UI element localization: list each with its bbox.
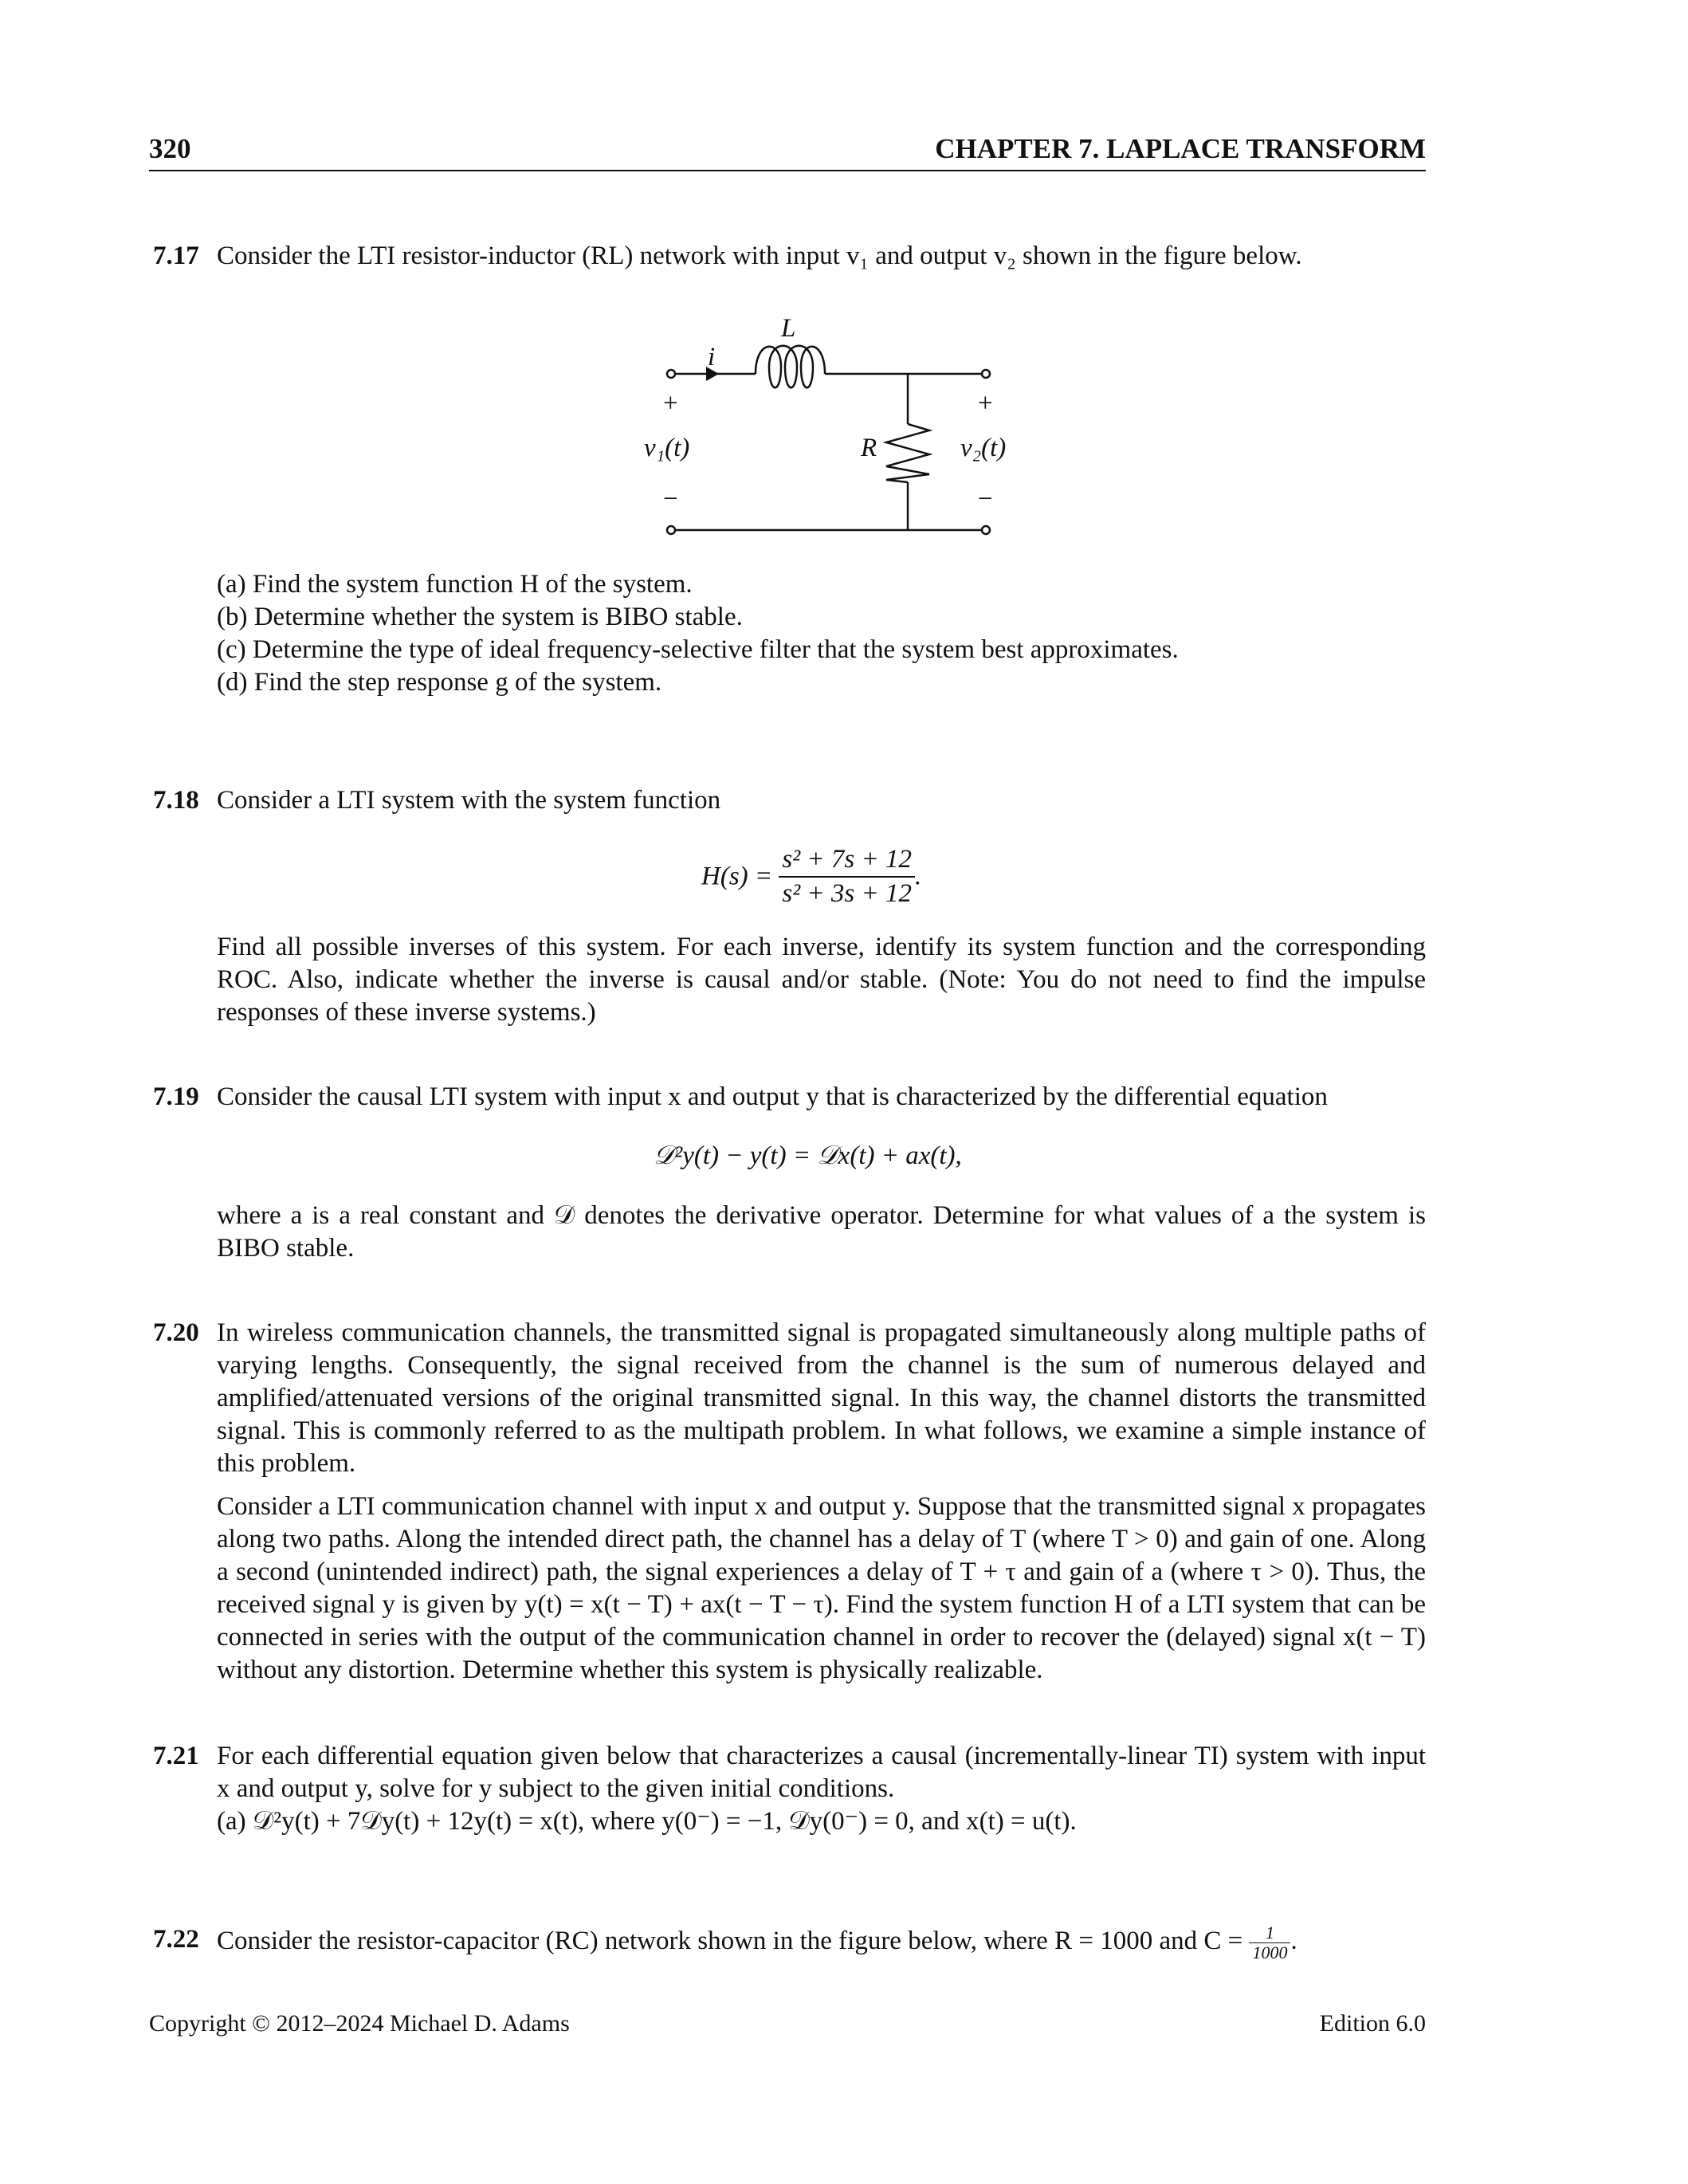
problem-number: 7.21: [153, 1742, 199, 1770]
input-voltage-label: v₁(t): [644, 434, 690, 462]
problem-text: [217, 1923, 1426, 1962]
fraction: [779, 843, 915, 910]
edition: Edition 6.0: [1319, 2010, 1426, 2037]
equation-lhs: H(s) =: [701, 862, 773, 891]
problem-text: For each differential equation given below that characterizes a causal (incrementally-linear TI) system with input x and output y, solve for y subject to the given initial conditions.: [217, 1742, 1426, 1803]
problem-number: 7.20: [153, 1318, 199, 1347]
denominator: 1000: [1252, 1942, 1288, 1962]
inductor-label: L: [781, 314, 796, 343]
output-voltage-label: v₂(t): [960, 434, 1007, 462]
current-label: i: [708, 343, 716, 371]
numerator: s² + 7s + 12: [779, 843, 915, 878]
problem-number: 7.19: [153, 1082, 199, 1111]
problem-text: In wireless communication channels, the transmitted signal is propagated simultaneously along multiple paths of varying lengths. Consequently, the signal received from the channel is the sum of numerous delayed and amplified/attenuated versions of the original transmitted signal. In this way, the channel distorts the transmitted signal. This is commonly referred to as the multipath problem. In what follows, we examine a simple instance of this problem.: [217, 1318, 1426, 1478]
problem-text: Consider the LTI resistor-inductor (RL) network with input v₁ and output v₂ shown in the figure below.: [217, 242, 1302, 270]
problem-number: 7.22: [153, 1925, 199, 1954]
numerator: 1: [1249, 1923, 1290, 1943]
part-list: [217, 568, 1426, 699]
part-a: (a) Find the system function H of the system.: [217, 570, 693, 599]
denominator: s² + 3s + 12: [782, 879, 913, 908]
resistor-label: R: [861, 434, 877, 462]
problem-text: Consider a LTI system with the system function: [217, 786, 721, 815]
rl-circuit-diagram: [622, 295, 1036, 542]
output-plus: +: [978, 389, 993, 418]
input-plus: +: [663, 389, 678, 418]
problem-number: 7.17: [153, 242, 199, 270]
fraction: [1249, 1923, 1290, 1962]
problem-text: Consider a LTI communication channel with input x and output y. Suppose that the transmitted signal x propagates along two paths. Along the intended direct path, the channel has a delay of T (where T > 0) and gain of one. Along a second (unintended indirect) path, the signal experiences a delay of T + τ and gain of a (where τ > 0). Thus, the received signal y is given by y(t) = x(t − T) + ax(t − T − τ). Find the system function H of a LTI system that can be connected in series with the output of the communication channel in order to recover the (delayed) signal x(t − T) without any distortion. Determine whether this system is physically realizable.: [217, 1492, 1426, 1684]
header-rule: [149, 170, 1426, 171]
problem-text: where a is a real constant and 𝒟 denotes the derivative operator. Determine for what values of a the system is BIBO stable.: [217, 1201, 1426, 1263]
copyright: Copyright © 2012–2024 Michael D. Adams: [149, 2010, 570, 2037]
part-c: (c) Determine the type of ideal frequency-selective filter that the system best approximates.: [217, 635, 1179, 664]
problem-text: Find all possible inverses of this system. For each inverse, identify its system function and the corresponding ROC. Also, indicate whether the inverse is causal and/or stable. (Note: You do not need to find the impulse responses of these inverse systems.): [217, 933, 1426, 1027]
chapter-title: CHAPTER 7. LAPLACE TRANSFORM: [935, 133, 1426, 164]
problem-text: Consider the causal LTI system with input x and output y that is characterized by the differential equation: [217, 1082, 1328, 1111]
problem-text-main: Consider the resistor-capacitor (RC) network shown in the figure below, where R = 1000 and C =: [217, 1927, 1243, 1956]
output-minus: −: [978, 485, 993, 513]
input-minus: −: [663, 485, 678, 513]
part-a: (a) 𝒟²y(t) + 7𝒟y(t) + 12y(t) = x(t), where y(0⁻) = −1, 𝒟y(0⁻) = 0, and x(t) = u(t).: [217, 1807, 1077, 1836]
problem-number: 7.18: [153, 786, 199, 815]
part-d: (d) Find the step response g of the system.: [217, 668, 662, 697]
page-number: 320: [149, 133, 191, 164]
part-b: (b) Determine whether the system is BIBO stable.: [217, 603, 743, 631]
sentence-end: .: [1290, 1927, 1297, 1956]
system-function-equation: [701, 843, 921, 910]
differential-equation: 𝒟²y(t) − y(t) = 𝒟x(t) + ax(t),: [654, 1141, 962, 1170]
equation-end: .: [915, 862, 922, 891]
